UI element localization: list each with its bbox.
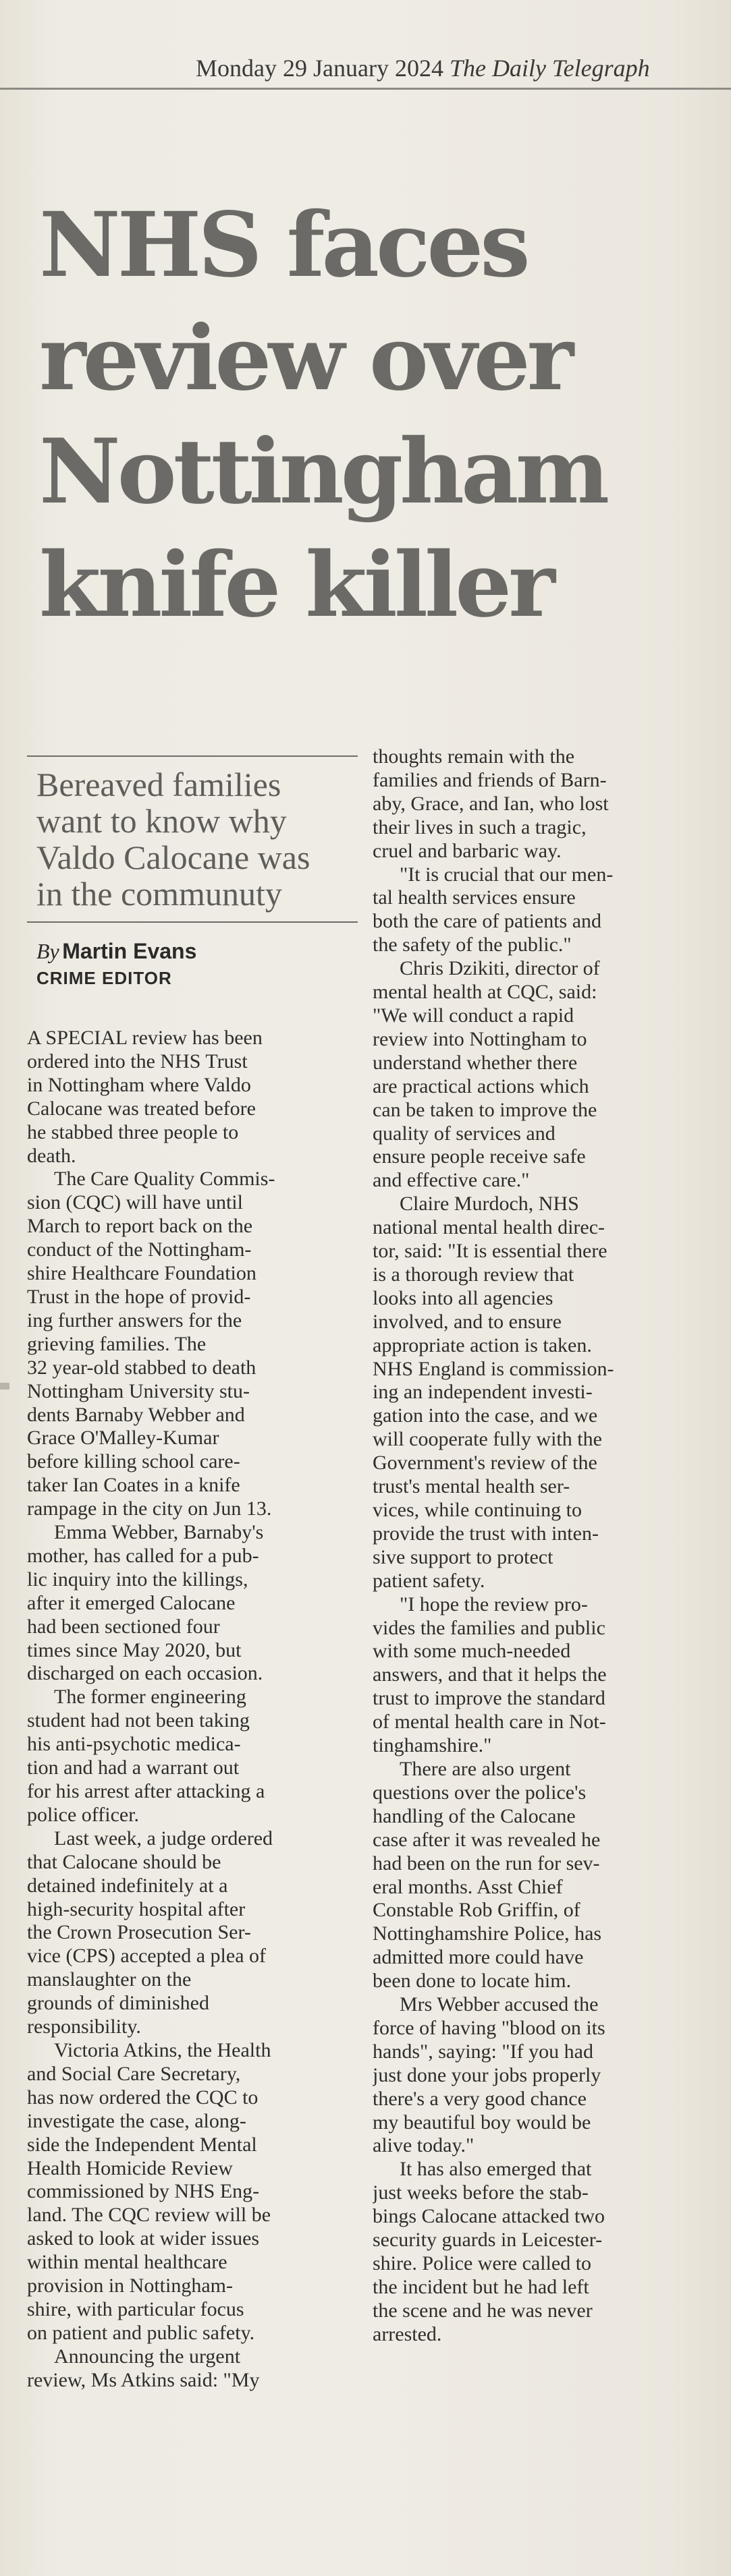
body-line: student had not been taking xyxy=(27,1709,250,1732)
body-line: taker Ian Coates in a knife xyxy=(27,1474,240,1497)
body-line: bings Calocane attacked two xyxy=(373,2205,605,2228)
body-line: March to report back on the xyxy=(27,1215,253,1238)
body-line: ing an independent investi- xyxy=(373,1381,593,1404)
body-line: grieving families. The xyxy=(27,1332,207,1355)
body-line: Grace O'Malley-Kumar xyxy=(27,1427,219,1450)
body-line: lic inquiry into the killings, xyxy=(27,1568,248,1591)
body-line: conduct of the Nottingham- xyxy=(27,1238,252,1261)
body-line: quality of services and xyxy=(373,1122,556,1145)
body-line: handling of the Calocane xyxy=(373,1804,576,1827)
body-line: vides the families and public xyxy=(373,1616,605,1639)
body-line: sion (CQC) will have until xyxy=(27,1191,243,1214)
body-line: dents Barnaby Webber and xyxy=(27,1403,245,1426)
headline-line: knife killer xyxy=(39,533,552,637)
body-line: for his arrest after attacking a xyxy=(27,1780,265,1802)
body-line: just weeks before the stab- xyxy=(373,2181,589,2204)
body-text-left xyxy=(27,1027,358,2393)
body-line: ensure people receive safe xyxy=(373,1145,586,1168)
headline-line: Nottingham xyxy=(39,420,607,524)
body-line: case after it was revealed he xyxy=(373,1828,601,1851)
body-line: The Care Quality Commis- xyxy=(54,1168,275,1191)
headline-line: review over xyxy=(39,306,571,411)
headline xyxy=(39,189,714,642)
standfirst xyxy=(36,766,358,912)
standfirst-rule xyxy=(27,755,358,757)
body-line: ing further answers for the xyxy=(27,1309,242,1332)
body-line: within mental healthcare xyxy=(27,2251,227,2274)
body-line: my beautiful boy would be xyxy=(373,2111,591,2134)
body-line: discharged on each occasion. xyxy=(27,1662,263,1685)
body-line: trust to improve the standard xyxy=(373,1687,605,1710)
body-line: national mental health direc- xyxy=(373,1216,605,1239)
body-line: that Calocane should be xyxy=(27,1850,221,1873)
body-line: looks into all agencies xyxy=(373,1286,553,1309)
body-line: Calocane was treated before xyxy=(27,1097,256,1120)
body-line: provide the trust with inten- xyxy=(373,1522,599,1545)
body-line: of mental health care in Not- xyxy=(373,1711,606,1734)
body-line: A SPECIAL review has been xyxy=(27,1027,263,1049)
standfirst-line: want to know why xyxy=(36,802,287,840)
body-line: shire, with particular focus xyxy=(27,2297,244,2320)
standfirst-line: in the communuty xyxy=(36,875,282,913)
body-line: Chris Dzikiti, director of xyxy=(400,957,600,980)
body-line: Last week, a judge ordered xyxy=(54,1827,273,1850)
body-line: Trust in the hope of provid- xyxy=(27,1285,251,1308)
body-line: "We will conduct a rapid xyxy=(373,1004,574,1027)
body-line: the Crown Prosecution Ser- xyxy=(27,1921,251,1944)
body-line: death. xyxy=(27,1144,76,1167)
body-line: is a thorough review that xyxy=(373,1263,574,1286)
body-line: The former engineering xyxy=(54,1686,246,1709)
article-column-right xyxy=(373,745,710,2347)
body-line: alive today." xyxy=(373,2134,475,2157)
body-line: can be taken to improve the xyxy=(373,1098,597,1121)
standfirst-line: Bereaved families xyxy=(36,766,281,803)
body-line: answers, and that it helps the xyxy=(373,1663,607,1686)
body-line: tal health services ensure xyxy=(373,886,576,909)
body-line: high-security hospital after xyxy=(27,1897,246,1920)
body-line: Health Homicide Review xyxy=(27,2156,233,2179)
body-line: the scene and he was never xyxy=(373,2299,593,2322)
body-line: aby, Grace, and Ian, who lost xyxy=(373,792,609,815)
body-line: had been sectioned four xyxy=(27,1615,220,1638)
body-line: Government's review of the xyxy=(373,1452,597,1475)
body-line: just done your jobs properly xyxy=(373,2063,601,2086)
body-line: arrested. xyxy=(373,2322,442,2345)
standfirst-line: Valdo Calocane was xyxy=(36,838,310,876)
body-line: admitted more could have xyxy=(373,1946,584,1969)
body-line: there's a very good chance xyxy=(373,2087,587,2110)
article-column-left xyxy=(27,755,358,2393)
body-line: Emma Webber, Barnaby's xyxy=(54,1521,264,1544)
body-line: before killing school care- xyxy=(27,1450,240,1473)
body-line: shire Healthcare Foundation xyxy=(27,1262,256,1285)
body-line: on patient and public safety. xyxy=(27,2321,255,2344)
byline-by: By xyxy=(36,939,59,963)
body-line: the safety of the public." xyxy=(373,934,572,956)
body-line: mental health at CQC, said: xyxy=(373,981,597,1004)
body-line: the incident but he had left xyxy=(373,2275,589,2298)
author-name: Martin Evans xyxy=(62,939,197,963)
body-line: tor, said: "It is essential there xyxy=(373,1240,607,1263)
body-line: police officer. xyxy=(27,1803,140,1826)
body-line: responsibility. xyxy=(27,2015,141,2038)
body-line: and effective care." xyxy=(373,1169,530,1192)
body-line: It has also emerged that xyxy=(400,2158,592,2181)
body-line: provision in Nottingham- xyxy=(27,2274,233,2297)
body-line: and Social Care Secretary, xyxy=(27,2062,241,2085)
body-line: vice (CPS) accepted a plea of xyxy=(27,1945,267,1968)
body-line: Announcing the urgent xyxy=(54,2345,241,2368)
body-line: are practical actions which xyxy=(373,1075,589,1097)
body-line: with some much-needed xyxy=(373,1640,571,1663)
body-line: appropriate action is taken. xyxy=(373,1334,592,1356)
body-line: mother, has called for a pub- xyxy=(27,1544,259,1567)
body-line: his anti-psychotic medica- xyxy=(27,1733,241,1756)
body-line: questions over the police's xyxy=(373,1781,587,1804)
body-text-right xyxy=(373,745,710,2347)
body-line: manslaughter on the xyxy=(27,1968,192,1991)
body-line: both the care of patients and xyxy=(373,910,602,933)
paper-crease xyxy=(0,1383,9,1390)
body-line: force of having "blood on its xyxy=(373,2016,605,2039)
body-line: gation into the case, and we xyxy=(373,1404,598,1427)
body-line: times since May 2020, but xyxy=(27,1638,242,1661)
standfirst-bottom-rule xyxy=(27,921,358,923)
issue-date: Monday 29 January 2024 xyxy=(196,55,443,82)
body-line: There are also urgent xyxy=(400,1757,571,1780)
body-line: review into Nottingham to xyxy=(373,1027,587,1050)
body-line: Mrs Webber accused the xyxy=(400,1993,599,2016)
body-line: rampage in the city on Jun 13. xyxy=(27,1497,272,1520)
body-line: cruel and barbaric way. xyxy=(373,839,562,862)
body-line: commissioned by NHS Eng- xyxy=(27,2180,260,2203)
body-line: families and friends of Barn- xyxy=(373,768,607,791)
body-line: NHS England is commission- xyxy=(373,1357,614,1380)
body-line: grounds of diminished xyxy=(27,1992,209,2015)
body-line: vices, while continuing to xyxy=(373,1499,582,1521)
body-line: Nottingham University stu- xyxy=(27,1379,250,1402)
body-line: Victoria Atkins, the Health xyxy=(54,2038,271,2061)
top-rule xyxy=(0,88,731,90)
body-line: will cooperate fully with the xyxy=(373,1428,602,1451)
body-line: review, Ms Atkins said: "My xyxy=(27,2368,260,2391)
body-line: understand whether there xyxy=(373,1051,578,1074)
author-role: CRIME EDITOR xyxy=(36,968,172,988)
body-line: sive support to protect xyxy=(373,1545,553,1568)
body-line: has now ordered the CQC to xyxy=(27,2086,259,2109)
byline xyxy=(36,939,358,989)
body-line: ordered into the NHS Trust xyxy=(27,1050,248,1072)
body-line: "It is crucial that our men- xyxy=(400,863,614,886)
body-line: eral months. Asst Chief xyxy=(373,1875,563,1898)
body-line: involved, and to ensure xyxy=(373,1310,562,1333)
body-line: in Nottingham where Valdo xyxy=(27,1073,251,1096)
body-line: after it emerged Calocane xyxy=(27,1591,236,1614)
body-line: shire. Police were called to xyxy=(373,2252,592,2274)
body-line: asked to look at wider issues xyxy=(27,2227,260,2250)
body-line: detained indefinitely at a xyxy=(27,1874,228,1897)
body-line: Nottinghamshire Police, has xyxy=(373,1922,602,1945)
body-line: security guards in Leicester- xyxy=(373,2229,603,2252)
body-line: "I hope the review pro- xyxy=(400,1593,588,1615)
body-line: tinghamshire." xyxy=(373,1734,492,1757)
body-line: side the Independent Mental xyxy=(27,2133,257,2156)
body-line: thoughts remain with the xyxy=(373,745,575,768)
body-line: Claire Murdoch, NHS xyxy=(400,1193,579,1215)
body-line: Constable Rob Griffin, of xyxy=(373,1899,580,1922)
dateline xyxy=(196,54,709,82)
body-line: their lives in such a tragic, xyxy=(373,815,587,838)
body-line: hands", saying: "If you had xyxy=(373,2040,593,2063)
body-line: tion and had a warrant out xyxy=(27,1756,240,1779)
headline-line: NHS faces xyxy=(39,193,527,297)
body-line: trust's mental health ser- xyxy=(373,1475,570,1498)
body-line: patient safety. xyxy=(373,1569,485,1592)
body-line: he stabbed three people to xyxy=(27,1120,239,1143)
body-line: been done to locate him. xyxy=(373,1970,572,1993)
body-line: had been on the run for sev- xyxy=(373,1852,600,1874)
body-line: investigate the case, along- xyxy=(27,2109,246,2132)
newspaper-name: The Daily Telegraph xyxy=(449,55,650,82)
body-line: land. The CQC review will be xyxy=(27,2204,271,2227)
body-line: 32 year-old stabbed to death xyxy=(27,1356,256,1379)
